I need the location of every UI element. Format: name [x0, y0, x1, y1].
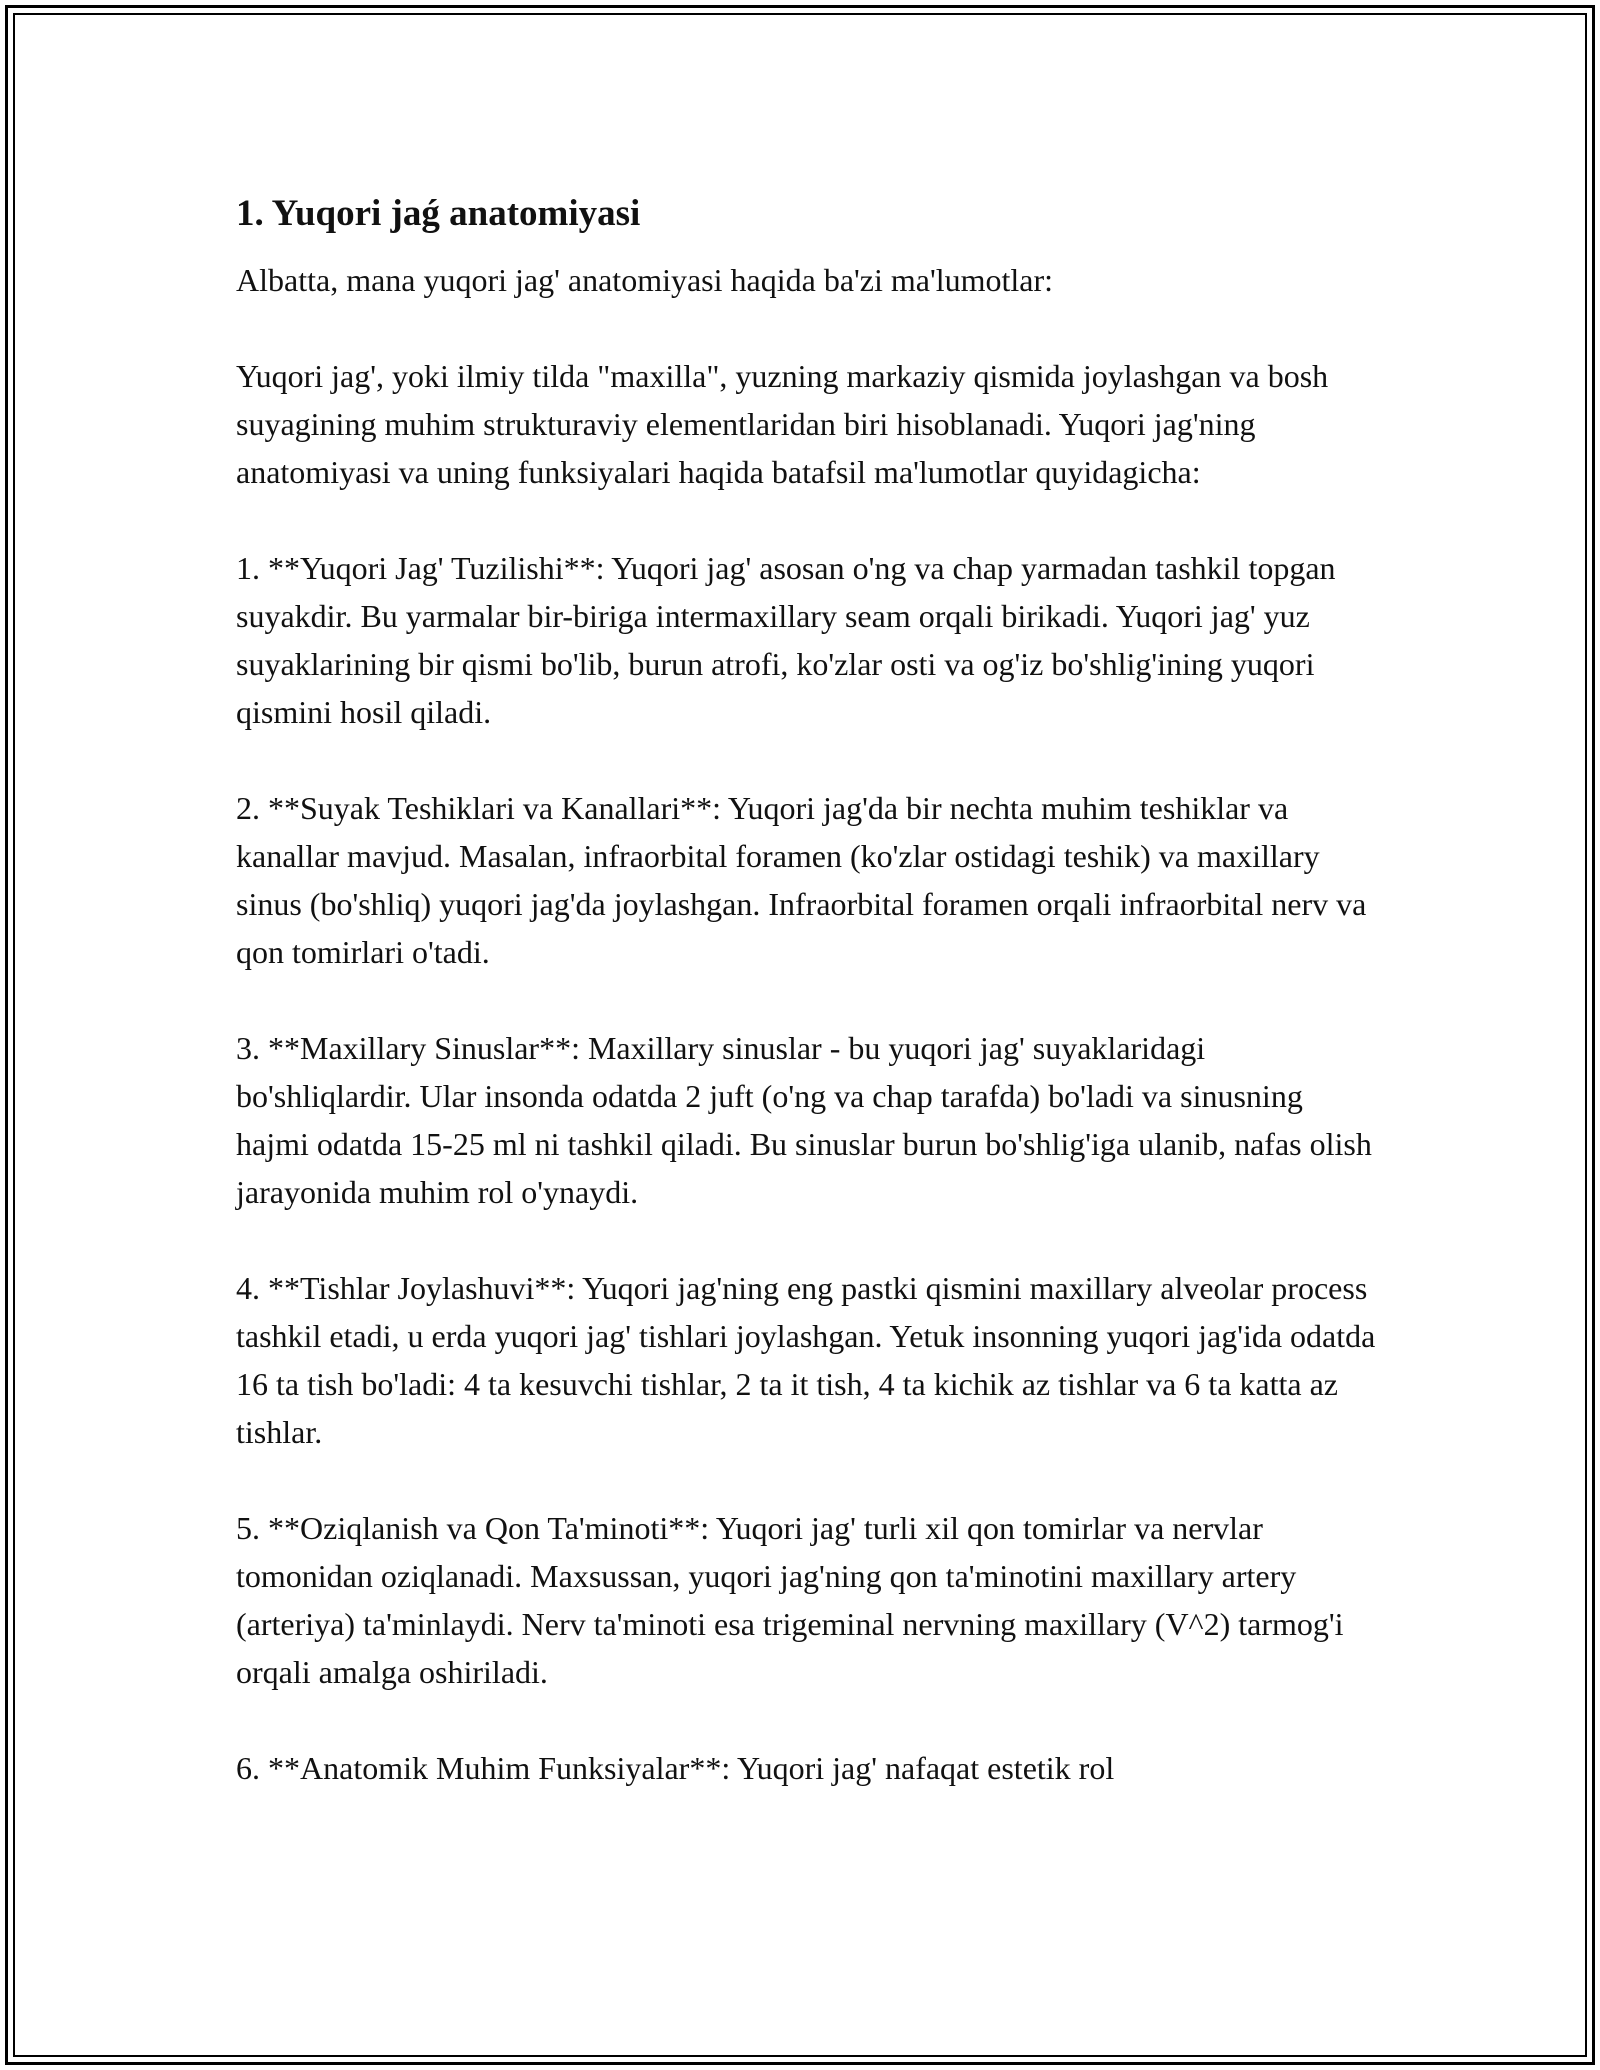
section-4-paragraph: 4. **Tishlar Joylashuvi**: Yuqori jag'ning eng pastki qismini maxillary alveolar process tashkil etadi, u erda yuqori jag' tishlari joylashgan. Yetuk insonning yuqori jag'ida odatda 16 ta tish bo'ladi: 4 ta kesuvchi tishlar, 2 ta it tish, 4 ta kichik az tishlar va 6 ta katta az tishlar. — [236, 1270, 1376, 1451]
section-3-paragraph: 3. **Maxillary Sinuslar**: Maxillary sinuslar - bu yuqori jag' suyaklaridagi bo'shliqlardir. Ular insonda odatda 2 juft (o'ng va chap tarafda) bo'ladi va sinusning hajmi odatda 15-25 ml ni tashkil qiladi. Bu sinuslar burun bo'shlig'iga ulanib, nafas olish jarayonida muhim rol o'ynaydi. — [236, 1030, 1372, 1211]
intro-paragraph: Albatta, mana yuqori jag' anatomiyasi haqida ba'zi ma'lumotlar: — [236, 262, 1054, 299]
overview-paragraph: Yuqori jag', yoki ilmiy tilda "maxilla", yuzning markaziy qismida joylashgan va bosh suyagining muhim strukturaviy elementlaridan biri hisoblanadi. Yuqori jag'ning anatomiyasi va uning funksiyalari haqida batafsil ma'lumotlar quyidagicha: — [236, 358, 1329, 491]
section-1-paragraph: 1. **Yuqori Jag' Tuzilishi**: Yuqori jag' asosan o'ng va chap yarmadan tashkil topgan suyakdir. Bu yarmalar bir-biriga intermaxillary seam orqali birikadi. Yuqori jag' yuz suyaklarining bir qismi bo'lib, burun atrofi, ko'zlar osti va og'iz bo'shlig'ining yuqori qismini hosil qiladi. — [236, 550, 1336, 731]
document-title: 1. Yuqori jaǵ anatomiyasi — [236, 193, 641, 234]
section-2-paragraph: 2. **Suyak Teshiklari va Kanallari**: Yuqori jag'da bir nechta muhim teshiklar va kanallar mavjud. Masalan, infraorbital foramen (ko'zlar ostidagi teshik) va maxillary sinus (bo'shliq) yuqori jag'da joylashgan. Infraorbital foramen orqali infraorbital nerv va qon tomirlari o'tadi. — [236, 790, 1367, 971]
section-5-paragraph: 5. **Oziqlanish va Qon Ta'minoti**: Yuqori jag' turli xil qon tomirlar va nervlar tomonidan oziqlanadi. Maxsussan, yuqori jag'ning qon ta'minotini maxillary artery (arteriya) ta'minlaydi. Nerv ta'minoti esa trigeminal nervning maxillary (V^2) tarmog'i orqali amalga oshiriladi. — [236, 1510, 1344, 1691]
document-body — [236, 180, 1376, 1840]
section-6-paragraph: 6. **Anatomik Muhim Funksiyalar**: Yuqori jag' nafaqat estetik rol — [236, 1750, 1115, 1787]
